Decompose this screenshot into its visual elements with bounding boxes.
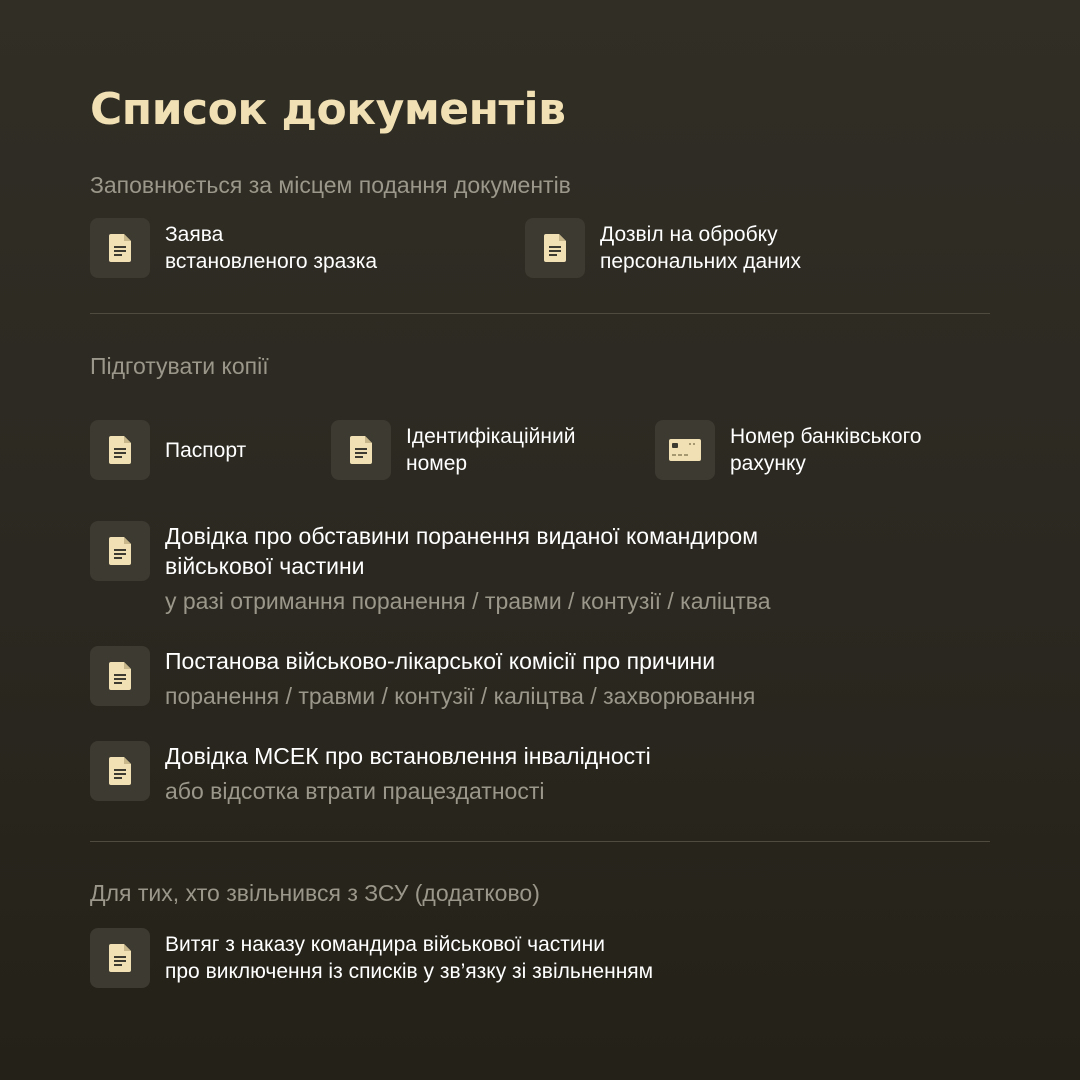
doc-item-tax-id [331, 420, 575, 480]
document-icon [525, 218, 585, 278]
doc-title-line: Номер банківського [730, 425, 922, 448]
doc-title-line: Ідентифікаційний [406, 425, 576, 448]
bank-card-icon [655, 420, 715, 480]
doc-title-line: Довідка про обставини поранення виданої командиром [165, 523, 759, 549]
section-label-discharged: Для тих, хто звільнився з ЗСУ (додатково) [90, 880, 540, 906]
doc-item-passport [90, 420, 246, 480]
doc-note: поранення / травми / контузії / каліцтва / захворювання [165, 683, 756, 709]
doc-note: у разі отримання поранення / травми / контузії / каліцтва [165, 588, 771, 614]
page-title: Список документів [90, 84, 566, 135]
document-icon [90, 521, 150, 581]
doc-item-discharge-order [90, 928, 653, 988]
doc-title-line: номер [406, 452, 468, 475]
section-divider [90, 313, 990, 314]
section-label-submission: Заповнюється за місцем подання документів [90, 172, 571, 198]
document-icon [90, 218, 150, 278]
doc-title-line: військової частини [165, 553, 365, 579]
doc-item-medical-commission [90, 646, 755, 711]
doc-title-line: Постанова військово-лікарської комісії про причини [165, 648, 716, 674]
document-icon [331, 420, 391, 480]
doc-title-line: персональних даних [600, 250, 802, 273]
doc-item-application [90, 218, 377, 278]
doc-title-line: встановленого зразка [165, 250, 378, 273]
doc-title-line: Заява [165, 223, 224, 246]
document-icon [90, 420, 150, 480]
doc-title-line: про виключення із списків у зв’язку зі звільненням [165, 960, 654, 983]
doc-title-line: рахунку [730, 452, 806, 475]
doc-item-disability-certificate [90, 741, 651, 806]
doc-title-line: Паспорт [165, 438, 247, 462]
doc-note: або відсотка втрати працездатності [165, 778, 545, 804]
document-icon [90, 928, 150, 988]
doc-title-line: Довідка МСЕК про встановлення інвалідності [165, 743, 651, 769]
section-label-copies: Підготувати копії [90, 353, 269, 379]
document-icon [90, 741, 150, 801]
section-divider [90, 841, 990, 842]
doc-title-line: Витяг з наказу командира військової частини [165, 933, 605, 956]
doc-item-injury-certificate [90, 521, 771, 616]
doc-item-data-consent [525, 218, 801, 278]
document-icon [90, 646, 150, 706]
doc-item-bank-account [655, 420, 922, 480]
doc-title-line: Дозвіл на обробку [600, 223, 778, 246]
